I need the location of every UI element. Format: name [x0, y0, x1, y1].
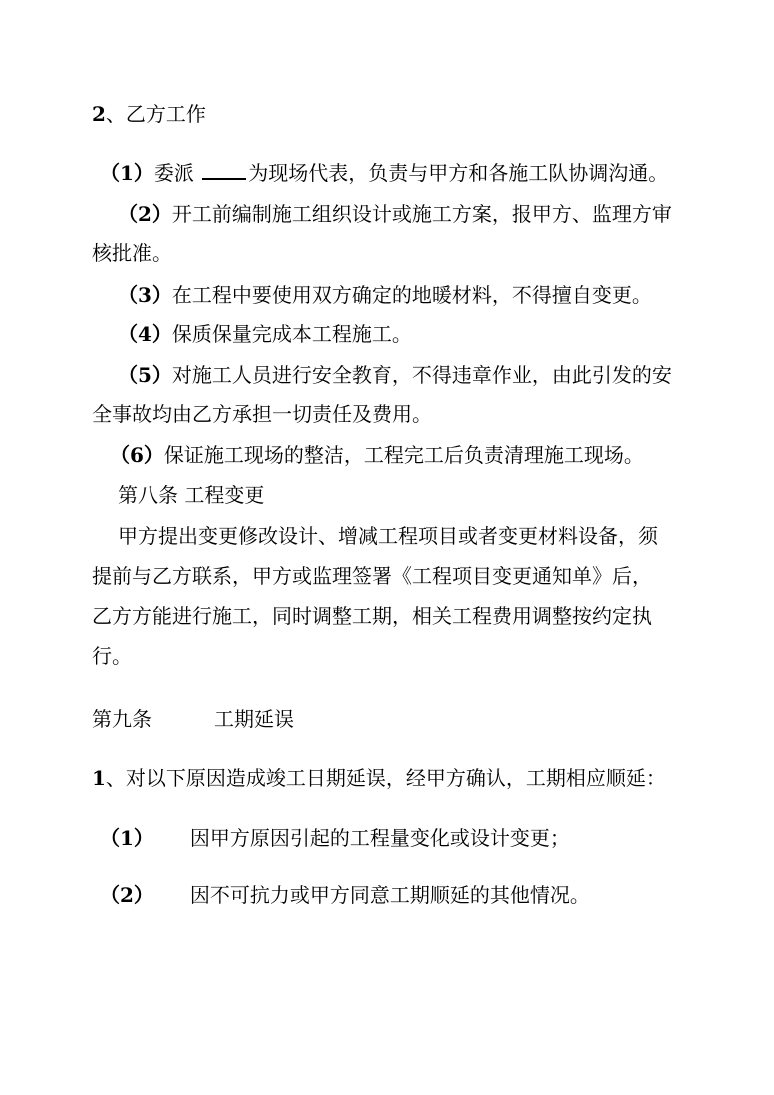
item-text: 开工前编制施工组织设计或施工方案，报甲方、监理方审	[171, 202, 672, 226]
item-text: 对施工人员进行安全教育，不得违章作业，由此引发的安	[171, 363, 672, 387]
section-title: 、乙方工作	[105, 102, 206, 126]
item-text: 为现场代表，负责与甲方和各施工队协调沟通。	[248, 161, 669, 185]
point-text: 、对以下原因造成竣工日期延误，经甲方确认，工期相应顺延：	[105, 766, 666, 790]
item-number: （1）	[100, 826, 154, 850]
item-text: 委派	[153, 161, 201, 185]
paragraph-text: 甲方提出变更修改设计、增减工程项目或者变更材料设备，须	[118, 524, 658, 548]
paragraph-line	[92, 603, 652, 629]
list-item	[100, 160, 668, 186]
paragraph-text: 行。	[92, 644, 132, 668]
item-number: （1）	[100, 161, 154, 185]
item-text: 保质保量完成本工程施工。	[171, 322, 412, 346]
list-item	[118, 321, 412, 347]
item-text: 核批准。	[92, 241, 172, 265]
item-text: 保证施工现场的整洁，工程完工后负责清理施工现场。	[163, 443, 644, 467]
list-item	[118, 282, 652, 308]
list-item	[110, 442, 644, 468]
article-heading	[118, 482, 264, 508]
item-number: （3）	[118, 283, 172, 307]
item-text: 全事故均由乙方承担一切责任及费用。	[92, 402, 432, 426]
item-text: 因甲方原因引起的工程量变化或设计变更；	[189, 826, 570, 850]
sub-item	[100, 882, 590, 908]
paragraph-line	[92, 563, 652, 589]
item-text: 在工程中要使用双方确定的地暖材料，不得擅自变更。	[171, 283, 652, 307]
paragraph-line	[118, 523, 658, 549]
sub-item	[100, 825, 570, 851]
point-line	[92, 765, 666, 791]
article-label: 第九条	[92, 707, 152, 731]
list-item-continuation	[92, 240, 172, 266]
article-title: 工期延误	[214, 707, 294, 731]
item-number: （2）	[100, 883, 154, 907]
point-number: 1	[92, 766, 106, 790]
section-heading	[92, 101, 206, 127]
item-number: （6）	[110, 443, 164, 467]
article-title: 第八条 工程变更	[118, 483, 265, 507]
list-item	[118, 362, 672, 388]
item-number: （5）	[118, 363, 172, 387]
list-item	[118, 201, 672, 227]
item-text: 因不可抗力或甲方同意工期顺延的其他情况。	[189, 883, 590, 907]
item-number: （4）	[118, 322, 172, 346]
paragraph-line	[92, 643, 132, 669]
blank-field	[202, 160, 246, 180]
item-number: （2）	[118, 202, 172, 226]
paragraph-text: 提前与乙方联系，甲方或监理签署《工程项目变更通知单》后，	[92, 564, 652, 588]
list-item-continuation	[92, 401, 432, 427]
article-heading	[92, 706, 294, 732]
paragraph-text: 乙方方能进行施工，同时调整工期，相关工程费用调整按约定执	[92, 604, 652, 628]
section-number: 2	[92, 102, 106, 126]
